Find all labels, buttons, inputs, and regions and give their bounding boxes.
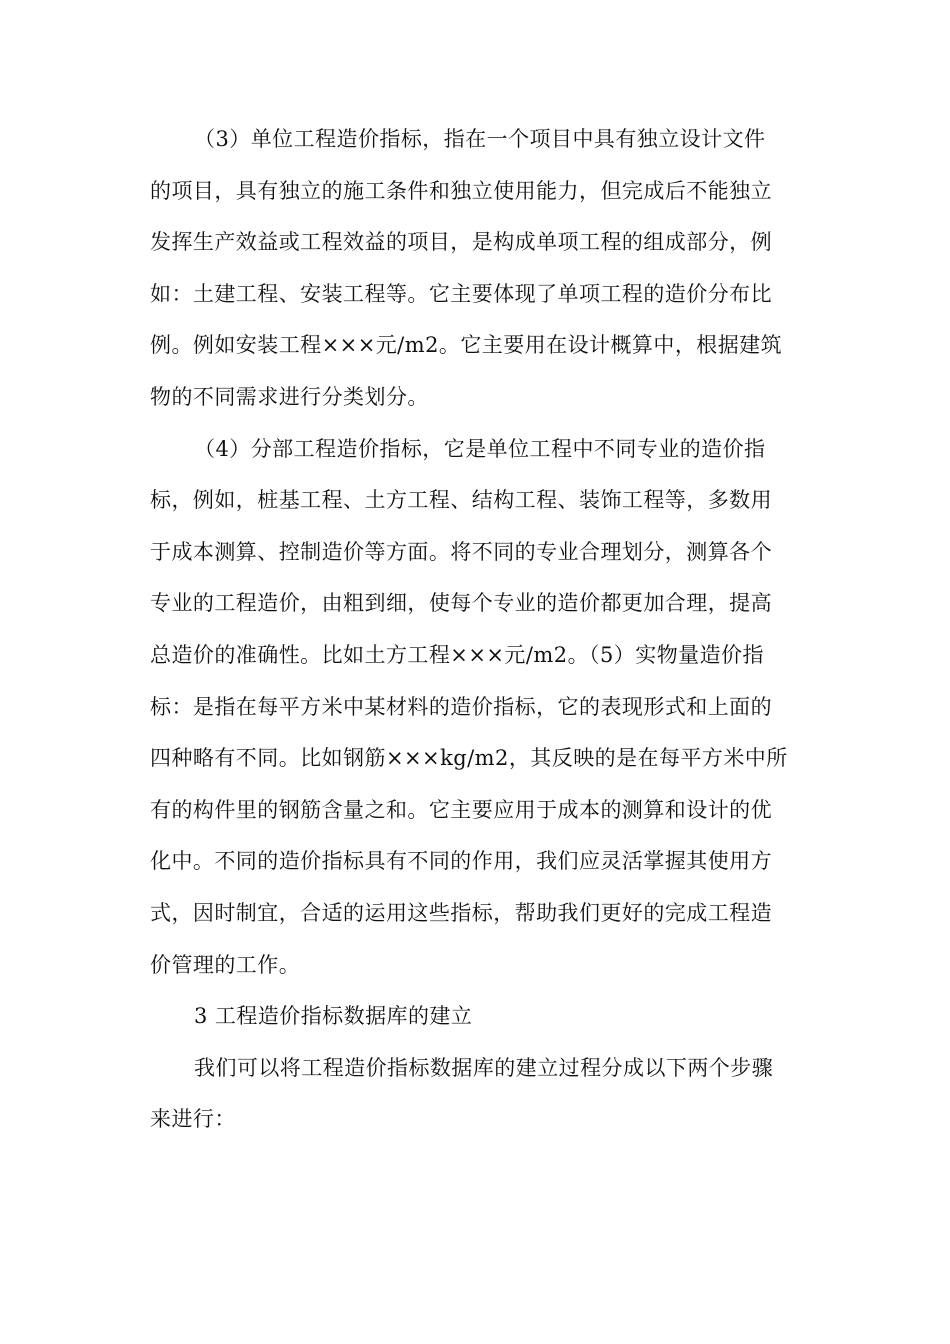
text-line: 专业的工程造价，由粗到细，使每个专业的造价都更加合理，提高 [150,591,773,616]
text-line: 例。例如安装工程×××元/m2。它主要用在设计概算中，根据建筑 [150,333,783,358]
text-line: 来进行： [150,1107,236,1132]
text-line: （3）单位工程造价指标，指在一个项目中具有独立设计文件 [194,127,766,151]
text-line: 式，因时制宜，合适的运用这些指标，帮助我们更好的完成工程造 [150,900,773,925]
text-line: 我们可以将工程造价指标数据库的建立过程分成以下两个步骤 [194,1055,774,1080]
paragraph-database-steps [150,1043,802,1146]
text-line: 的项目，具有独立的施工条件和独立使用能力，但完成后不能独立 [150,178,773,203]
text-line: （4）分部工程造价指标，它是单位工程中不同专业的造价指 [194,436,766,461]
text-line: 于成本测算、控制造价等方面。将不同的专业合理划分，测算各个 [150,539,773,564]
text-line: 有的构件里的钢筋含量之和。它主要应用于成本的测算和设计的优 [150,797,773,822]
text-line: 总造价的准确性。比如土方工程×××元/m2。（5）实物量造价指 [150,642,764,667]
text-line: 标，例如，桩基工程、土方工程、结构工程、装饰工程等，多数用 [150,488,773,513]
text-line: 价管理的工作。 [150,952,301,977]
text-line: 化中。不同的造价指标具有不同的作用，我们应灵活掌握其使用方 [150,849,773,874]
text-line: 四种略有不同。比如钢筋×××kg/m2，其反映的是在每平方米中所 [150,746,788,771]
section-heading-text: 3 工程造价指标数据库的建立 [194,1004,473,1029]
text-line: 物的不同需求进行分类划分。 [150,384,429,409]
paragraph-unit-cost-index [150,114,802,424]
text-line: 标：是指在每平方米中某材料的造价指标，它的表现形式和上面的 [150,694,773,719]
paragraph-division-cost-index [150,424,802,992]
text-line: 如：土建工程、安装工程等。它主要体现了单项工程的造价分布比 [150,281,773,306]
section-heading [150,991,802,1043]
document-body [150,114,802,1146]
text-line: 发挥生产效益或工程效益的项目，是构成单项工程的组成部分，例 [150,230,773,255]
